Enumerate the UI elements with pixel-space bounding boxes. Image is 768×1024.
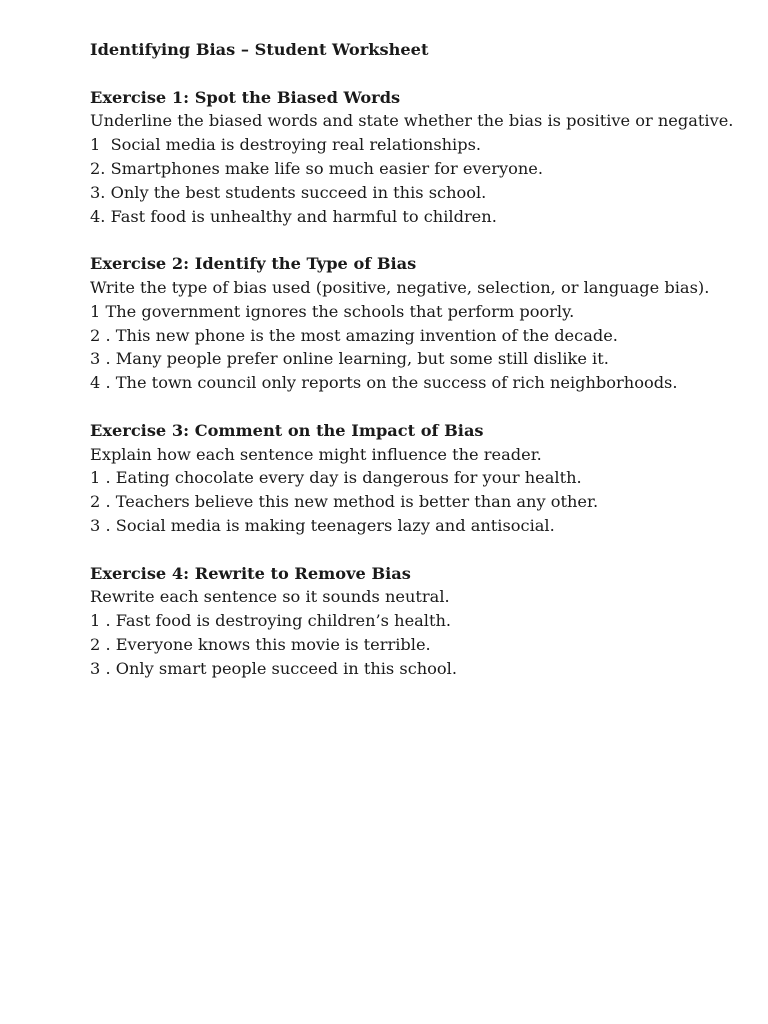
exercise-4-item-2: 2 . Everyone knows this movie is terrible. bbox=[90, 634, 431, 654]
exercise-4-item-1: 1 . Fast food is destroying children’s health. bbox=[90, 611, 452, 631]
exercise-1-item-3: 3. Only the best students succeed in this school. bbox=[90, 182, 487, 202]
exercise-2-item-2: 2 . This new phone is the most amazing invention of the decade. bbox=[90, 325, 618, 345]
exercise-1 bbox=[90, 86, 750, 229]
exercise-2-item-3: 3 . Many people prefer online learning, but some still dislike it. bbox=[90, 349, 609, 369]
exercise-1-item-1: 1 Social media is destroying real relationships. bbox=[90, 135, 482, 155]
exercise-1-heading: Exercise 1: Spot the Biased Words bbox=[90, 87, 401, 107]
document-title: Identifying Bias – Student Worksheet bbox=[90, 40, 429, 59]
exercise-1-item-4: 4. Fast food is unhealthy and harmful to children. bbox=[90, 206, 497, 226]
exercise-3-heading: Exercise 3: Comment on the Impact of Bias bbox=[90, 420, 484, 440]
exercise-2-item-4: 4 . The town council only reports on the success of rich neighborhoods. bbox=[90, 373, 678, 393]
exercise-2-instruction: Write the type of bias used (positive, negative, selection, or language bias). bbox=[90, 277, 710, 297]
exercise-3-item-3: 3 . Social media is making teenagers lazy and antisocial. bbox=[90, 515, 555, 535]
worksheet-page bbox=[90, 38, 750, 704]
exercise-2 bbox=[90, 252, 750, 395]
exercise-2-heading: Exercise 2: Identify the Type of Bias bbox=[90, 254, 417, 274]
exercise-3 bbox=[90, 419, 750, 538]
exercise-4-heading: Exercise 4: Rewrite to Remove Bias bbox=[90, 563, 411, 583]
exercise-4-item-3: 3 . Only smart people succeed in this school. bbox=[90, 658, 458, 678]
exercise-3-item-1: 1 . Eating chocolate every day is dangerous for your health. bbox=[90, 468, 582, 488]
exercise-2-item-1: 1 The government ignores the schools that perform poorly. bbox=[90, 301, 575, 321]
exercise-4 bbox=[90, 562, 750, 681]
exercise-1-item-2: 2. Smartphones make life so much easier for everyone. bbox=[90, 158, 544, 178]
exercise-4-instruction: Rewrite each sentence so it sounds neutral. bbox=[90, 587, 450, 607]
exercise-1-instruction: Underline the biased words and state whether the bias is positive or negative. bbox=[90, 111, 734, 131]
exercise-3-item-2: 2 . Teachers believe this new method is better than any other. bbox=[90, 492, 599, 512]
exercise-3-instruction: Explain how each sentence might influence the reader. bbox=[90, 444, 542, 464]
